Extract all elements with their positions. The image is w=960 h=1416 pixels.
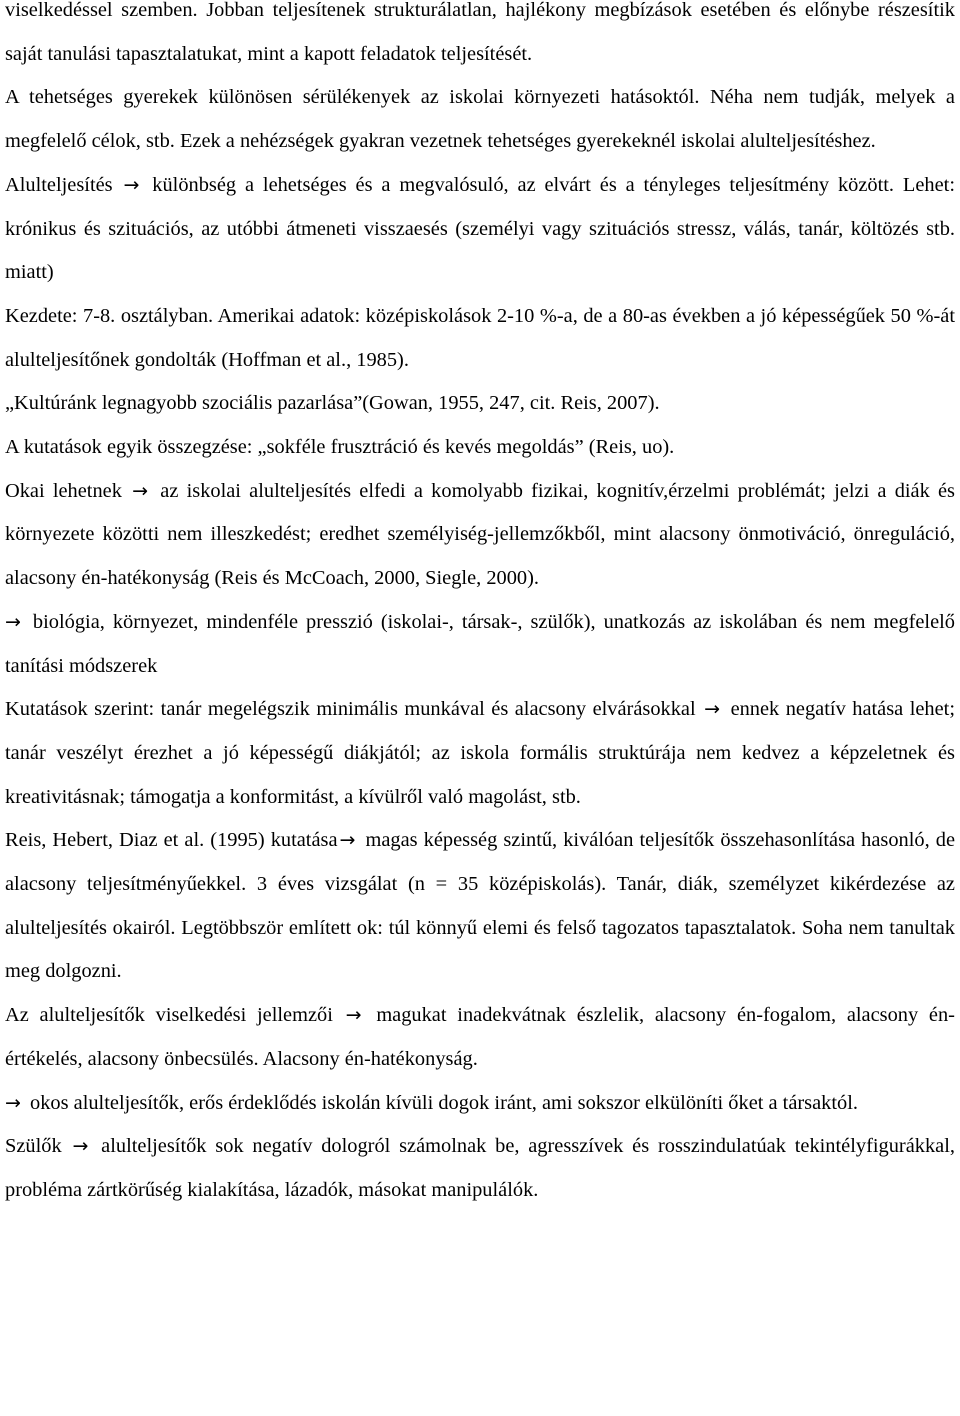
paragraph-text: Kezdete: 7-8. osztályban. Amerikai adatok: középiskolások 2-10 %-a, de a 80-as években a jó képességűek 50 %-át alulteljesítőnek gondolták (Hoffman et al., 1985). xyxy=(5,304,955,371)
paragraph-smart-underachievers xyxy=(5,1082,955,1126)
paragraph-quote-gowan xyxy=(5,382,955,426)
paragraph-text: A kutatások egyik összegzése: „sokféle frusztráció és kevés megoldás” (Reis, uo). xyxy=(5,436,675,459)
paragraph-text: magukat inadekvátnak észlelik, alacsony én-fogalom, alacsony én-értékelés, alacsony önbecsülés. Alacsony én-hatékonyság. xyxy=(5,1004,955,1070)
paragraph-text: „Kultúránk legnagyobb szociális pazarlása”(Gowan, 1955, 247, cit. Reis, 2007). xyxy=(5,392,660,415)
paragraph-text: ennek negatív hatása lehet; tanár veszélyt érezhet a jó képességű diákjától; az iskola formális struktúrája nem kedvez a képzeletnek és kreativitásnak; támogatja a konformitást, a kívülről való magolást, stb. xyxy=(5,698,955,808)
paragraph-lead-text: Alulteljesítés xyxy=(5,173,113,196)
paragraph-behavior-traits xyxy=(5,994,955,1081)
paragraph-text: alulteljesítők sok negatív dologról számolnak be, agresszívek és rosszindulatúak tekintélyfigurákkal, probléma zártkörűség kialakítása, lázadók, másokat manipulálók. xyxy=(5,1135,955,1201)
paragraph-teacher-expectations xyxy=(5,688,955,819)
paragraph-lead-text: Reis, Hebert, Diaz et al. (1995) kutatása xyxy=(5,829,338,852)
right-arrow-icon: → xyxy=(704,698,721,721)
paragraph-biology-environment xyxy=(5,601,955,688)
right-arrow-icon: → xyxy=(5,610,21,633)
paragraph-reis-study xyxy=(5,819,955,994)
right-arrow-icon: → xyxy=(345,1004,362,1027)
paragraph-lead-text: Kutatások szerint: tanár megelégszik minimális munkával és alacsony elvárásokkal xyxy=(5,698,696,721)
right-arrow-icon: → xyxy=(339,829,356,852)
paragraph-text: viselkedéssel szemben. Jobban teljesítenek strukturálatlan, hajlékony megbízások esetében és előnybe részesítik saját tanulási tapasztalatukat, mint a kapott feladatok teljesítését. xyxy=(5,0,955,65)
paragraph-lead-text: Az alulteljesítők viselkedési jellemzői xyxy=(5,1004,333,1027)
paragraph-parents xyxy=(5,1125,955,1212)
paragraph-lead-text: Szülők xyxy=(5,1135,62,1158)
paragraph-underachievement-definition xyxy=(5,164,955,295)
right-arrow-icon: → xyxy=(123,173,140,196)
right-arrow-icon: → xyxy=(72,1135,89,1158)
paragraph-research-summary xyxy=(5,426,955,470)
right-arrow-icon: → xyxy=(132,479,149,502)
paragraph-text: az iskolai alulteljesítés elfedi a komolyabb fizikai, kognitív,érzelmi problémát; jelzi a diák és környezete közötti nem illeszkedést; eredhet személyiség-jellemzőkből, mint alacsony önmotiváció, önreguláció, alacsony én-hatékonyság (Reis és McCoach, 2000, Siegle, 2000). xyxy=(5,479,955,590)
paragraph-text: okos alulteljesítők, erős érdeklődés iskolán kívüli dogok iránt, ami sokszor elkülöníti őket a társaktól. xyxy=(30,1091,858,1114)
paragraph-causes xyxy=(5,470,955,601)
paragraph-behavior xyxy=(5,0,955,76)
paragraph-text: A tehetséges gyerekek különösen sérülékenyek az iskolai környezeti hatásoktól. Néha nem tudják, melyek a megfelelő célok, stb. Ezek a nehézségek gyakran vezetnek tehetséges gyerekeknél iskolai alulteljesítéshez. xyxy=(5,86,955,153)
paragraph-text: magas képesség szintű, kiválóan teljesítők összehasonlítása hasonló, de alacsony teljesítményűekkel. 3 éves vizsgálat (n = 35 középiskolás). Tanár, diák, személyzet kikérdezése az alulteljesítés okairól. Legtöbbször említett ok: túl könnyű elemi és felső tagozatos tapasztalatok. Soha nem tanultak meg dolgozni. xyxy=(5,829,955,983)
right-arrow-icon: → xyxy=(5,1091,21,1114)
paragraph-text: különbség a lehetséges és a megvalósuló, az elvárt és a tényleges teljesítmény között. Lehet: krónikus és szituációs, az utóbbi átmeneti visszaesés (személyi vagy szituációs stressz, válás, tanár, költözés stb. miatt) xyxy=(5,173,955,284)
paragraph-onset xyxy=(5,295,955,382)
paragraph-vulnerability xyxy=(5,76,955,163)
paragraph-lead-text: Okai lehetnek xyxy=(5,479,122,502)
paragraph-text: biológia, környezet, mindenféle presszió (iskolai-, társak-, szülők), unatkozás az iskolában és nem megfelelő tanítási módszerek xyxy=(5,610,955,677)
